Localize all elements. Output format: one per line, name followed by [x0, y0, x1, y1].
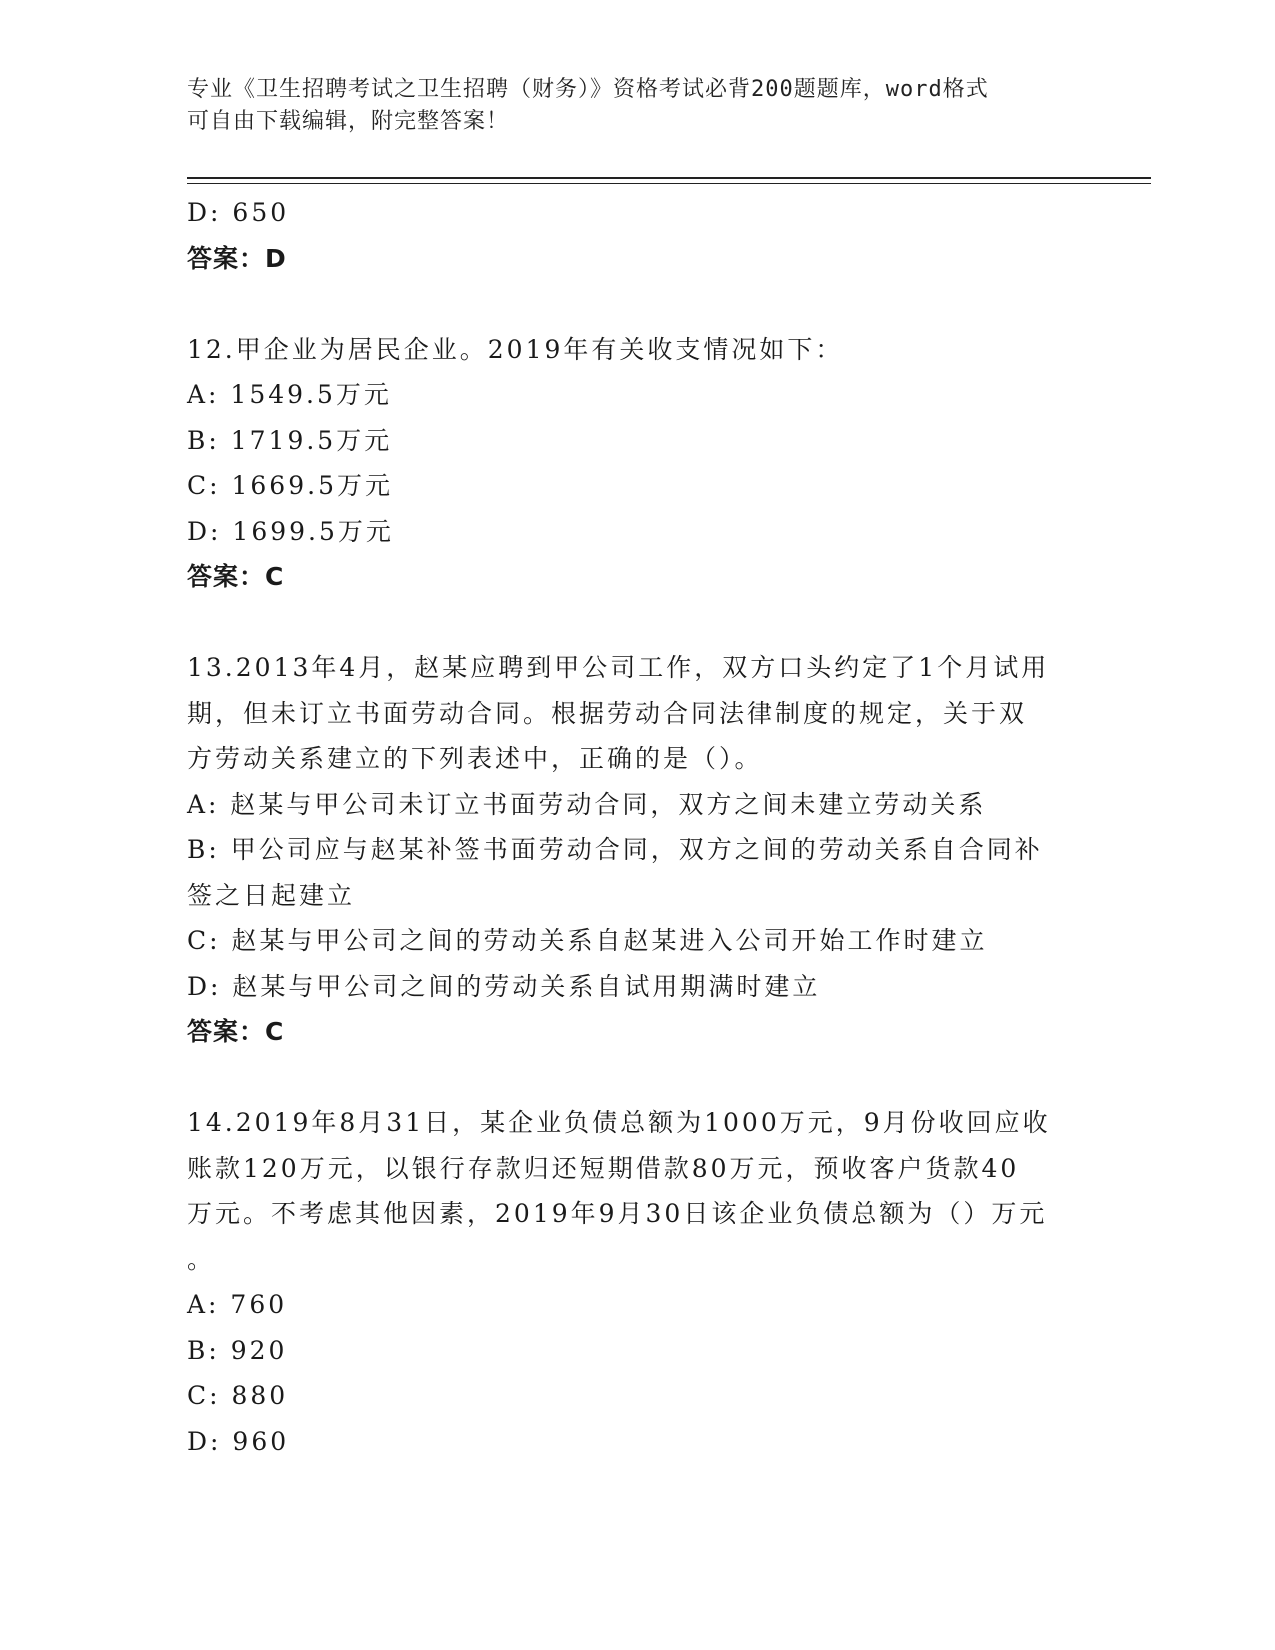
- question-13: [187, 645, 1087, 1055]
- question-11-tail: [187, 190, 1087, 281]
- q13-option-d: D: 赵某与甲公司之间的劳动关系自试用期满时建立: [187, 971, 821, 1001]
- header-title-line-1: 专业《卫生招聘考试之卫生招聘（财务）》资格考试必背200题题库，word格式: [187, 77, 989, 102]
- q13-option-c: C: 赵某与甲公司之间的劳动关系自赵某进入公司开始工作时建立: [187, 926, 988, 955]
- q13-stem-line-2: 期，但未订立书面劳动合同。根据劳动合同法律制度的规定，关于双: [187, 698, 1028, 728]
- q14-option-b: B: 920: [187, 1335, 288, 1365]
- q14-option-a: A: 760: [187, 1290, 288, 1319]
- q11-answer: 答案：D: [187, 243, 287, 273]
- q13-stem-line-1: 13.2013年4月，赵某应聘到甲公司工作，双方口头约定了1个月试用: [187, 653, 1050, 682]
- header-title-line-2: 可自由下载编辑，附完整答案！: [187, 109, 510, 134]
- q14-option-c: C: 880: [187, 1381, 289, 1410]
- q13-option-b-line-2: 签之日起建立: [187, 880, 356, 910]
- question-content: [187, 190, 1087, 1464]
- spacer: [187, 600, 1087, 646]
- q12-option-d: D: 1699.5万元: [187, 516, 394, 546]
- q14-stem-line-2: 账款120万元，以银行存款归还短期借款80万元，预收客户货款40: [187, 1153, 1020, 1183]
- header-divider-thick: [187, 177, 1151, 179]
- q14-stem-line-1: 14.2019年8月31日，某企业负债总额为1000万元，9月份收回应收: [187, 1108, 1051, 1137]
- spacer: [187, 1055, 1087, 1101]
- q13-stem-line-3: 方劳动关系建立的下列表述中，正确的是（）。: [187, 744, 763, 773]
- q14-option-d: D: 960: [187, 1426, 290, 1456]
- q13-answer: 答案：C: [187, 1017, 285, 1046]
- q12-stem: 12.甲企业为居民企业。2019年有关收支情况如下：: [187, 334, 844, 364]
- q12-answer: 答案：C: [187, 562, 285, 591]
- question-14: [187, 1100, 1087, 1464]
- document-header: [187, 74, 1087, 138]
- q12-option-b: B: 1719.5万元: [187, 425, 393, 455]
- q12-option-a: A: 1549.5万元: [187, 380, 392, 409]
- q14-stem-line-3: 万元。不考虑其他因素，2019年9月30日该企业负债总额为（）万元: [187, 1199, 1048, 1228]
- q12-option-c: C: 1669.5万元: [187, 471, 393, 500]
- question-12: [187, 327, 1087, 600]
- q13-option-b-line-1: B: 甲公司应与赵某补签书面劳动合同，双方之间的劳动关系自合同补: [187, 835, 1043, 864]
- header-divider-thin: [187, 183, 1151, 184]
- spacer: [187, 281, 1087, 327]
- q11-option-d: D: 650: [187, 198, 290, 227]
- q14-stem-line-4: 。: [187, 1244, 216, 1274]
- q13-option-a: A: 赵某与甲公司未订立书面劳动合同，双方之间未建立劳动关系: [187, 789, 987, 819]
